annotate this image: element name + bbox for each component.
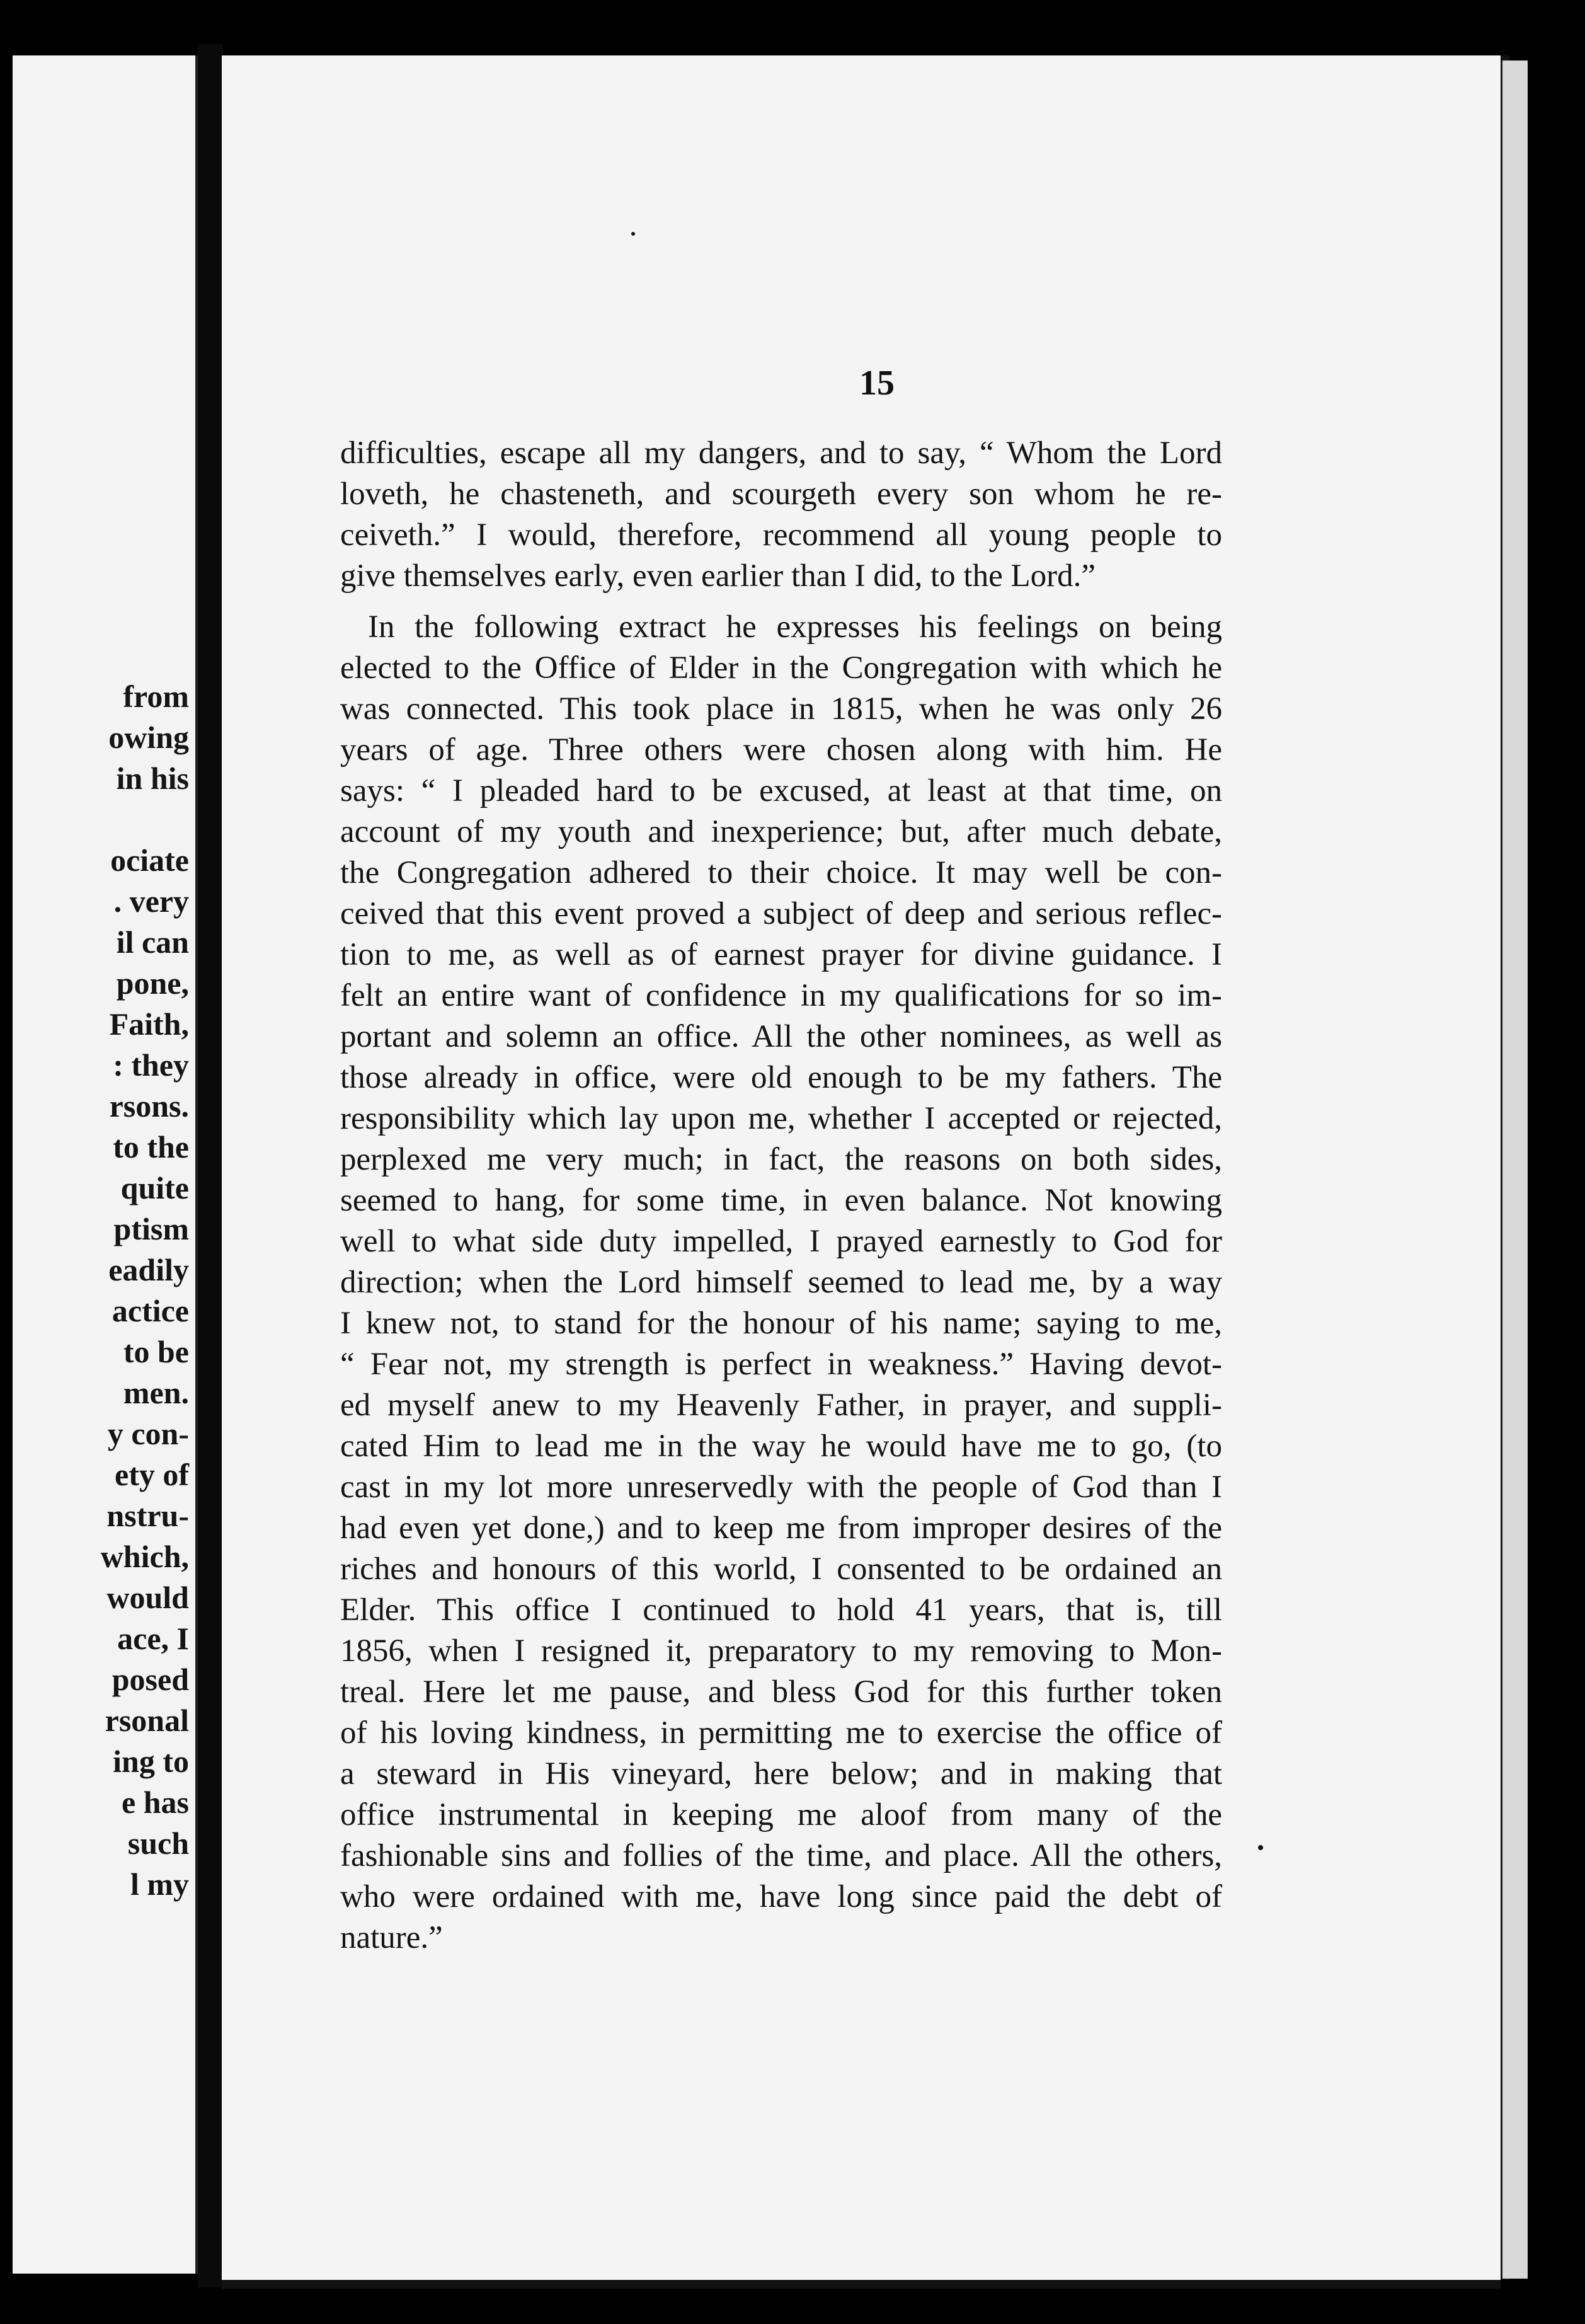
left-page-fragment: quite [120,1170,189,1205]
text-line: In the following extract he expresses his feelings on being [368,609,1222,645]
text-line: was connected. This took place in 1815, when he was only 26 [340,691,1222,727]
text-line: seemed to hang, for some time, in even balance. Not knowing [340,1183,1222,1218]
left-page-fragment: eadily [108,1252,189,1287]
text-line: perplexed me very much; in fact, the reasons on both sides, [340,1142,1222,1177]
ink-speck [1258,1845,1263,1850]
text-line: ed myself anew to my Heavenly Father, in prayer, and suppli- [340,1388,1222,1423]
left-page-fragment: posed [112,1662,189,1697]
left-page-fragment: actice [112,1293,189,1328]
text-line: responsibility which lay upon me, whether I accepted or rejected, [340,1101,1222,1136]
left-page-fragment: rsonal [105,1703,189,1738]
left-page-fragment: : they [113,1047,189,1083]
text-line: difficulties, escape all my dangers, and to say, “ Whom the Lord [340,435,1222,471]
left-page-fragment: ing to [113,1744,189,1779]
left-page-fragment: would [106,1580,189,1615]
text-line: portant and solemn an office. All the other nominees, as well as [340,1019,1222,1054]
left-page-edge [13,55,198,2274]
left-page-fragment: to the [113,1129,189,1165]
left-page-fragment: from [123,679,189,714]
text-line: account of my youth and inexperience; but, after much debate, [340,814,1222,849]
book-gutter [198,44,223,2287]
text-line: of his loving kindness, in permitting me to exercise the office of [340,1715,1222,1751]
left-page-fragment: owing [108,720,189,755]
page-number: 15 [859,364,895,403]
left-page-fragment: y con- [107,1416,189,1451]
left-page-fragment: in his [116,761,189,796]
text-line: who were ordained with me, have long since paid the debt of [340,1879,1222,1914]
left-page-fragment: men. [123,1375,189,1410]
text-line: well to what side duty impelled, I prayed earnestly to God for [340,1224,1222,1259]
text-line: had even yet done,) and to keep me from improper desires of the [340,1510,1222,1546]
text-line: felt an entire want of confidence in my qualifications for so im- [340,978,1222,1013]
left-page-fragment: nstru- [106,1498,189,1533]
left-page-fragment: such [127,1826,189,1861]
text-line: Elder. This office I continued to hold 41 years, that is, till [340,1592,1222,1628]
text-line: ceiveth.” I would, therefore, recommend all young people to [340,517,1222,553]
text-line: the Congregation adhered to their choice. It may well be con- [340,855,1222,890]
text-line: direction; when the Lord himself seemed to lead me, by a way [340,1265,1222,1300]
left-page-fragment: ptism [113,1211,189,1246]
text-line: years of age. Three others were chosen along with him. He [340,732,1222,768]
left-page-fragment: ety of [115,1457,189,1492]
text-line: fashionable sins and follies of the time, and place. All the others, [340,1838,1222,1873]
text-line: says: “ I pleaded hard to be excused, at least at that time, on [340,773,1222,808]
left-page-fragment: e has [122,1785,189,1820]
text-line: loveth, he chasteneth, and scourgeth every son whom he re- [340,476,1222,512]
left-page-fragment: ace, I [117,1621,189,1656]
text-line: a steward in His vineyard, here below; and in making that [340,1756,1222,1792]
text-line: cated Him to lead me in the way he would have me to go, (to [340,1429,1222,1464]
text-line: ceived that this event proved a subject of deep and serious reflec- [340,896,1222,931]
text-line: riches and honours of this world, I consented to be ordained an [340,1551,1222,1587]
left-page-fragment: il can [116,924,189,960]
left-page-fragment: to be [123,1334,189,1369]
left-page-fragment: ociate [110,843,189,878]
left-page-fragment: which, [100,1539,189,1574]
left-page-fragment: Faith, [109,1006,189,1042]
text-line: 1856, when I resigned it, preparatory to my removing to Mon- [340,1633,1222,1669]
ink-speck [631,232,635,236]
text-line: cast in my lot more unreservedly with the people of God than I [340,1470,1222,1505]
page-edge-right [1501,60,1528,2279]
left-page-fragment: . very [113,883,189,919]
right-page [222,55,1501,2280]
left-page-fragment: l my [130,1867,189,1902]
text-line: office instrumental in keeping me aloof from many of the [340,1797,1222,1832]
text-line: I knew not, to stand for the honour of his name; saying to me, [340,1306,1222,1341]
text-line: tion to me, as well as of earnest prayer for divine guidance. I [340,937,1222,972]
text-line: nature.” [340,1920,443,1955]
text-line: treal. Here let me pause, and bless God for this further token [340,1674,1222,1710]
text-line: those already in office, were old enough to be my fathers. The [340,1060,1222,1095]
text-line: “ Fear not, my strength is perfect in weakness.” Having devot- [340,1347,1222,1382]
text-line: elected to the Office of Elder in the Congregation with which he [340,650,1222,686]
left-page-fragment: pone, [116,965,189,1001]
left-page-fragment: rsons. [109,1088,189,1124]
text-line: give themselves early, even earlier than I did, to the Lord.” [340,558,1096,594]
